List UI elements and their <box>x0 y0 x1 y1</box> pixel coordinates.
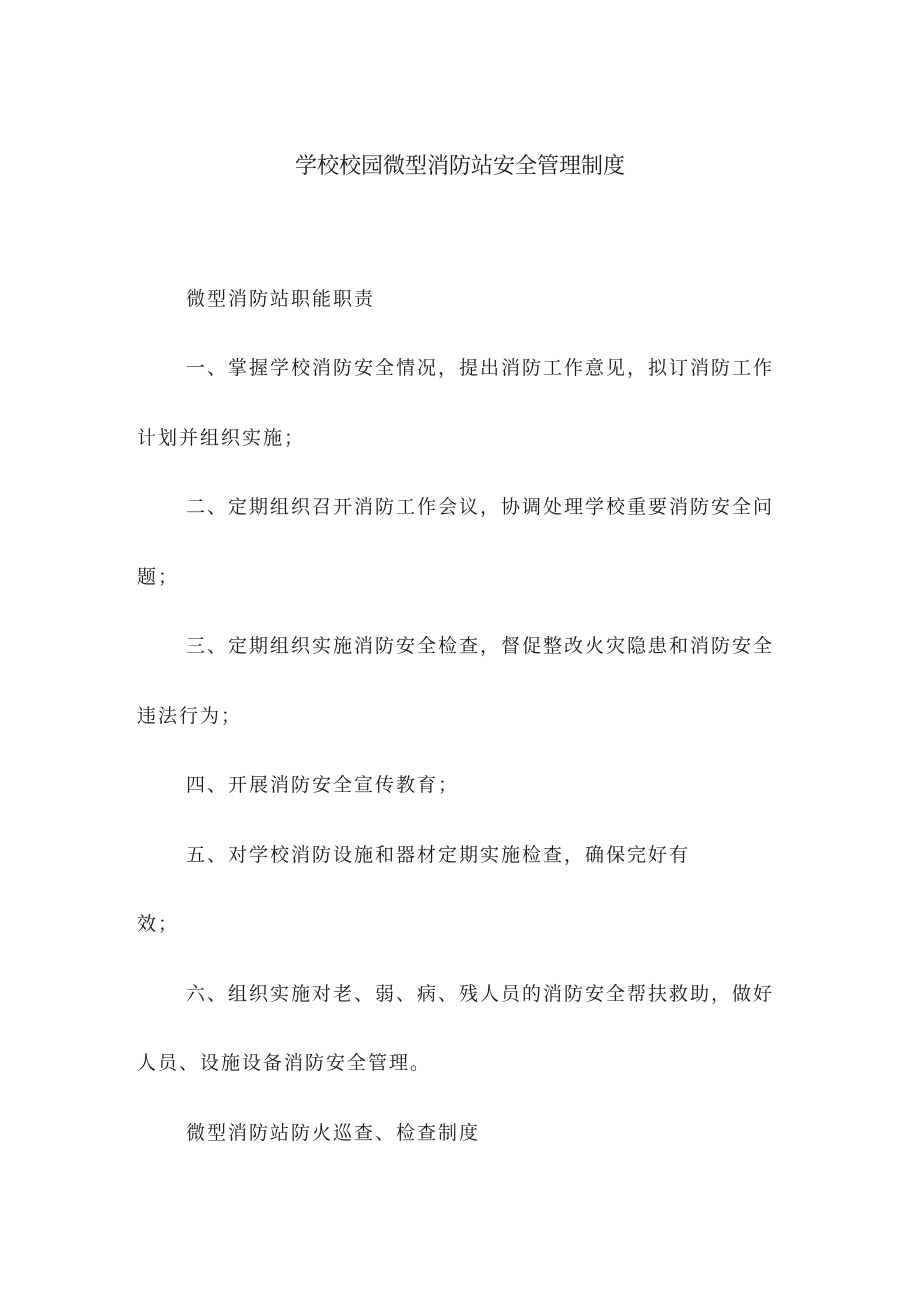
paragraph-line: 二、定期组织召开消防工作会议，协调处理学校重要消防安全问 <box>186 496 775 518</box>
paragraph-line: 违法行为； <box>137 705 243 727</box>
paragraph-line: 五、对学校消防设施和器材定期实施检查，确保完好有 <box>186 844 691 866</box>
section-heading-patrol: 微型消防站防火巡查、检查制度 <box>186 1122 481 1144</box>
paragraph-line: 六、组织实施对老、弱、病、残人员的消防安全帮扶救助，做好 <box>186 983 775 1005</box>
paragraph-line: 计划并组织实施； <box>137 427 306 449</box>
section-heading-duties: 微型消防站职能职责 <box>186 288 376 310</box>
paragraph-line: 三、定期组织实施消防安全检查，督促整改火灾隐患和消防安全 <box>186 635 775 657</box>
document-title: 学校校园微型消防站安全管理制度 <box>294 154 625 179</box>
paragraph-line: 一、掌握学校消防安全情况，提出消防工作意见，拟订消防工作 <box>186 357 775 379</box>
paragraph-line: 四、开展消防安全宣传教育； <box>186 774 460 796</box>
paragraph-line: 人员、设施设备消防安全管理。 <box>137 1052 432 1074</box>
paragraph-line: 效； <box>137 913 180 935</box>
paragraph-line: 题； <box>137 566 180 588</box>
